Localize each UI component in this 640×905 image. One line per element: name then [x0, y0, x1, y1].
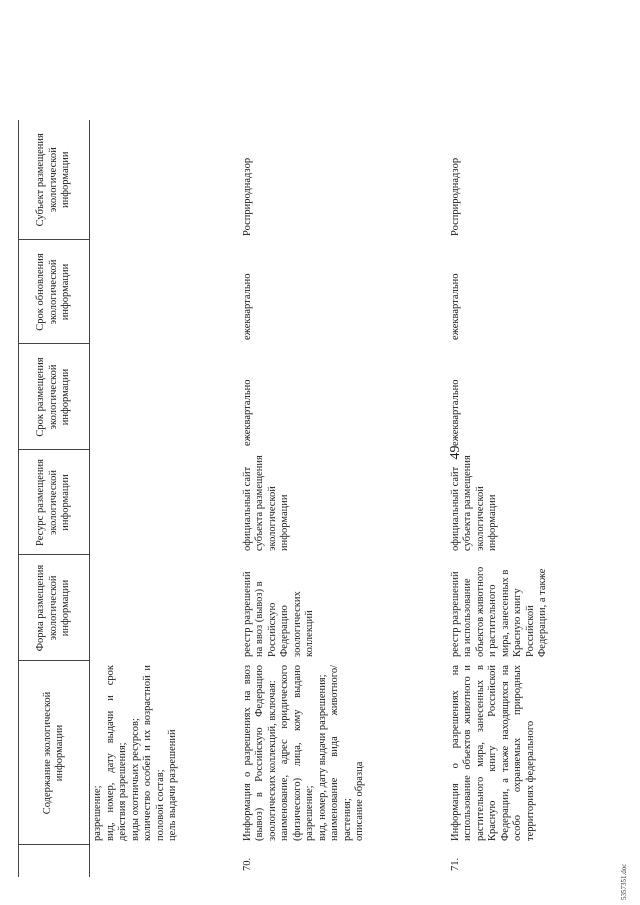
- row-content: разрешение; вид, номер, дату выдачи и срок действия разрешения; виды охотничьих ресурсов; количество особей и их возрастной и половой состав; цель выдачи разрешений: [92, 665, 178, 841]
- column-header-number: [19, 845, 90, 877]
- row-resource: официальный сайт субъекта размещения экологической информации: [449, 455, 498, 551]
- row-update: ежеквартально: [241, 273, 253, 340]
- row-subject: Росприроднадзор: [449, 157, 461, 236]
- row-form: [90, 555, 240, 661]
- row-resource: официальный сайт субъекта размещения экологической информации: [241, 455, 290, 551]
- column-header-resource: Ресурс размещения экологической информации: [19, 450, 90, 555]
- page-number: 49: [448, 445, 463, 460]
- row-term: ежеквартально: [241, 379, 253, 446]
- environmental-info-table: [18, 120, 598, 877]
- row-content: Информация о разрешениях на использование объектов животного и растительного мира, занесенных в Красную книгу Российской Федерации, а также находящихся на особо охраняемых природных территориях федерального: [449, 665, 536, 841]
- row-form: реестр разрешений на использование объектов животного и растительного мира, занесенных в Красную книгу Российской Федерации, а также: [449, 566, 548, 657]
- table-row: [90, 120, 240, 877]
- row-update: ежеквартально: [449, 273, 461, 340]
- row-term: ежеквартально: [449, 379, 461, 446]
- column-header-form: Форма размещения экологической информации: [19, 555, 90, 661]
- row-form: реестр разрешений на ввоз (вывоз) в Российскую Федерацию зоологических коллекций: [241, 571, 315, 657]
- column-header-update: Срок обновления экологической информации: [19, 240, 90, 344]
- table-row: [448, 120, 598, 877]
- row-content: Информация о разрешениях на ввоз (вывоз) в Российскую Федерацию зоологических коллекций, включая: наименование, адрес юридического (физического) лица, кому выдано разрешение; вид, номер, дату выдачи разрешения; наименование вида животного/растения; описание образца: [241, 665, 365, 841]
- column-header-content: Содержание экологической информации: [19, 661, 90, 845]
- row-subject: [90, 120, 240, 240]
- column-header-term: Срок размещения экологической информации: [19, 344, 90, 450]
- table-row: [240, 120, 448, 877]
- row-number: 71.: [449, 857, 461, 871]
- row-number: 70.: [241, 857, 253, 871]
- row-resource: [90, 450, 240, 555]
- table-header-row: [19, 120, 90, 877]
- column-header-subject: Субъект размещения экологической информации: [19, 120, 90, 240]
- document-id: 5357351.doc: [620, 863, 628, 900]
- row-subject: Росприроднадзор: [241, 157, 253, 236]
- row-update: [90, 240, 240, 344]
- row-number: [90, 845, 240, 877]
- row-term: [90, 344, 240, 450]
